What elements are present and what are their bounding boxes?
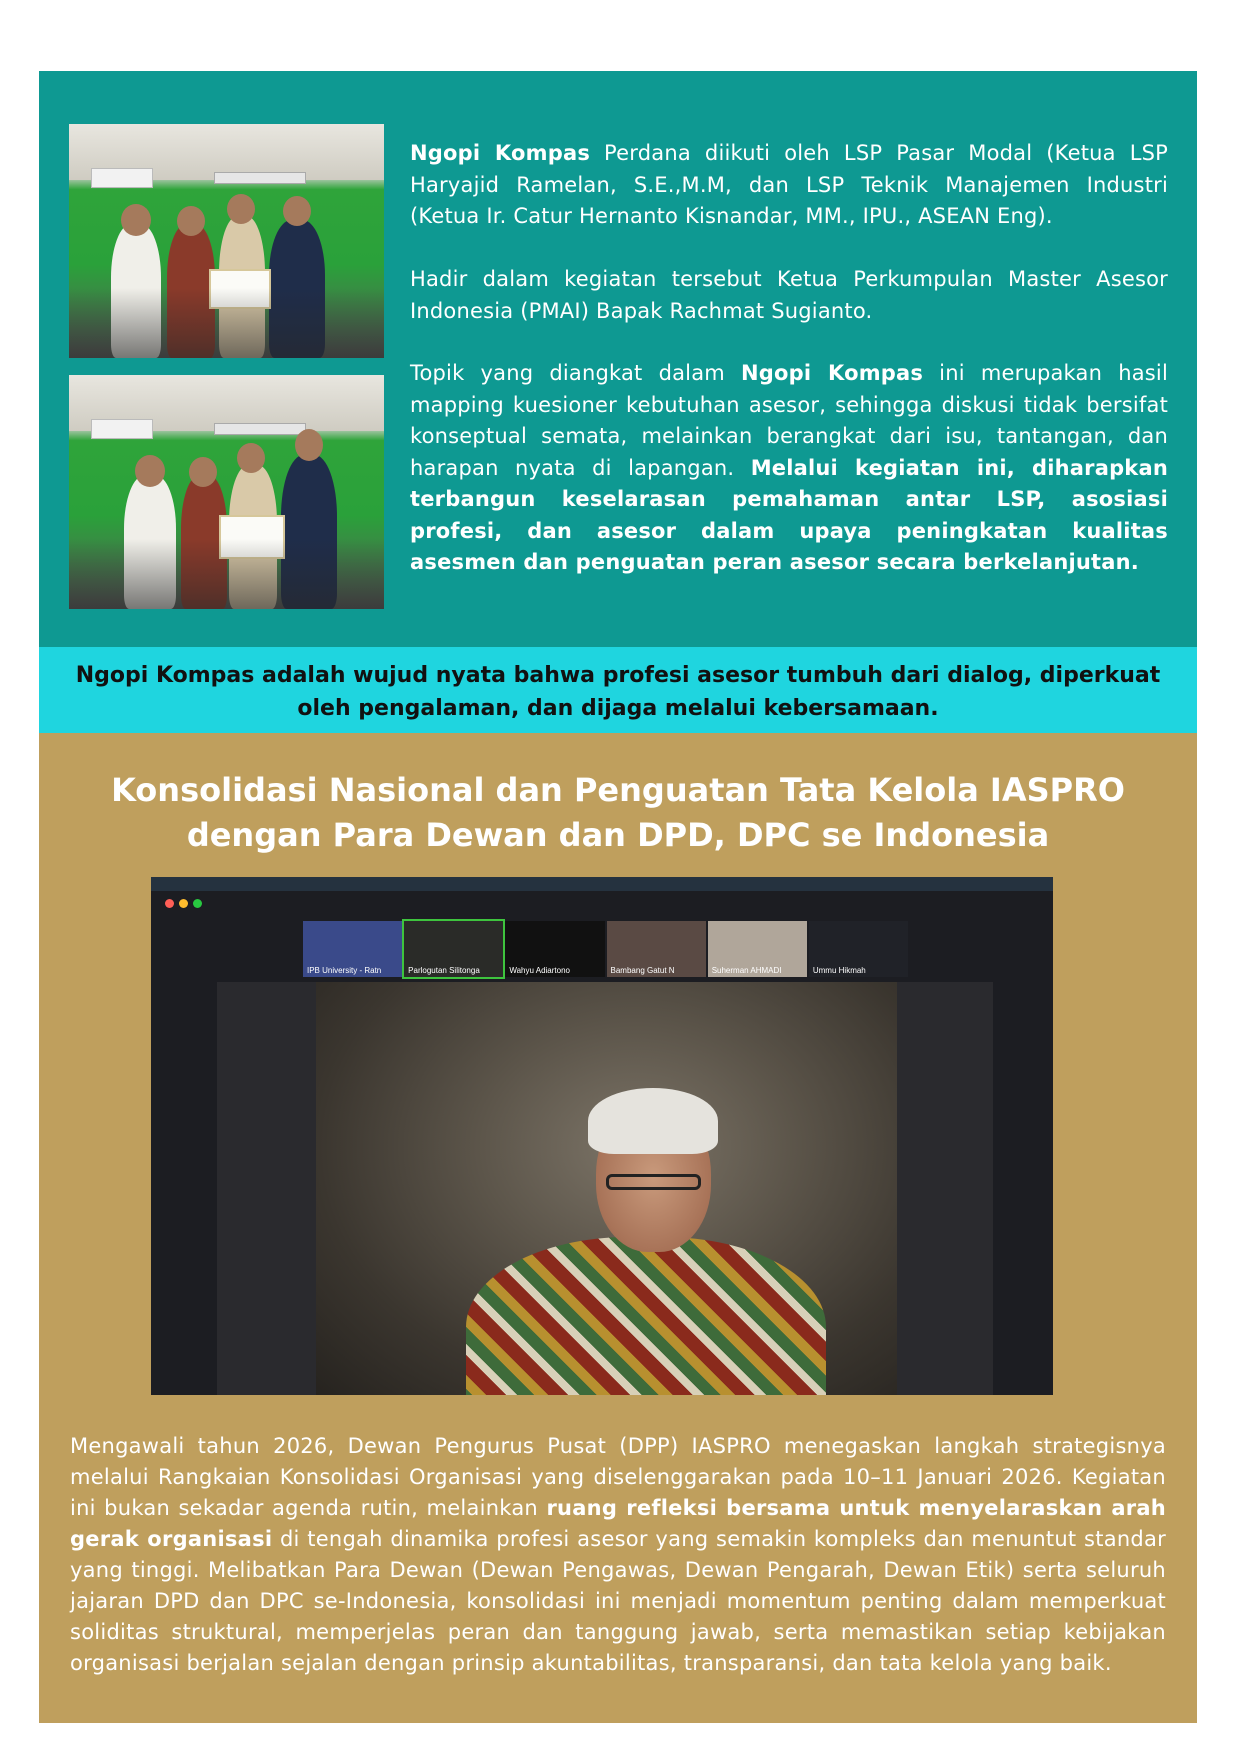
attendance-paragraph: Hadir dalam kegiatan tersebut Ketua Perkumpulan Master Asesor Indonesia (PMAI) Bapak Rachmat Sugianto. (410, 267, 1168, 323)
participant-tile: Bambang Gatut N (607, 921, 706, 977)
topic-paragraph: Topik yang diangkat dalam Ngopi Kompas ini merupakan hasil mapping kuesioner kebutuhan asesor, sehingga diskusi tidak bersifat konseptual semata, melainkan berangkat dari isu, tantangan, dan harapan nyata di lapangan. Melalui kegiatan ini, diharapkan terbangun keselarasan pemahaman antar LSP, asosiasi profesi, dan asesor dalam upaya peningkatan kualitas asesmen dan penguatan peran asesor secara berkelanjutan. (410, 361, 1168, 574)
participant-tile: Suherman AHMADI (708, 921, 807, 977)
consolidation-paragraph: Mengawali tahun 2026, Dewan Pengurus Pusat (DPP) IASPRO menegaskan langkah strategisnya melalui Rangkaian Konsolidasi Organisasi yang diselenggarakan pada 10–11 Januari 2026. Kegiatan ini bukan sekadar agenda rutin, melainkan ruang refleksi bersama untuk menyelaraskan arah gerak organisasi di tengah dinamika profesi asesor yang semakin kompleks dan menuntut standar yang tinggi. Melibatkan Para Dewan (Dewan Pengawas, Dewan Pengarah, Dewan Etik) serta seluruh jajaran DPD dan DPC se-Indonesia, konsolidasi ini menjadi momentum penting dalam memperkuat soliditas struktural, memperjelas peran dan tanggung jawab, serta memastikan setiap kebijakan organisasi berjalan sejalan dengan prinsip akuntabilitas, transparansi, dan tata kelola yang baik. (70, 1434, 1167, 1675)
event-photo-2 (69, 375, 384, 609)
video-conference-screenshot (151, 877, 1053, 1395)
participant-tile: Parlogutan Silitonga (404, 921, 503, 977)
zoom-dot (193, 899, 202, 908)
participant-tile: IPB University - Ratn (303, 921, 402, 977)
intro-text: Perdana diikuti oleh LSP Pasar Modal (Ketua LSP Haryajid Ramelan, S.E.,M.M, dan LSP Teknik Manajemen Industri (Ketua Ir. Catur Hernanto Kisnandar, MM., IPU., ASEAN Eng). (410, 141, 1168, 228)
close-dot (165, 899, 174, 908)
menu-bar (151, 877, 1053, 891)
minimize-dot (179, 899, 188, 908)
intro-paragraph (410, 138, 1168, 233)
event-photo-1 (69, 124, 384, 358)
speaker-video (316, 982, 897, 1395)
event-name: Ngopi Kompas (410, 141, 591, 165)
quote-text: Ngopi Kompas adalah wujud nyata bahwa profesi asesor tumbuh dari dialog, diperkuat oleh pengalaman, dan dijaga melalui kebersamaan. (75, 663, 1161, 721)
participant-tile: Ummu Hikmah (809, 921, 908, 977)
section-heading: Konsolidasi Nasional dan Penguatan Tata Kelola IASPRO dengan Para Dewan dan DPD, DPC se Indonesia (111, 771, 1125, 854)
participant-tile: Wahyu Adiartono (505, 921, 604, 977)
participant-strip (303, 921, 908, 977)
